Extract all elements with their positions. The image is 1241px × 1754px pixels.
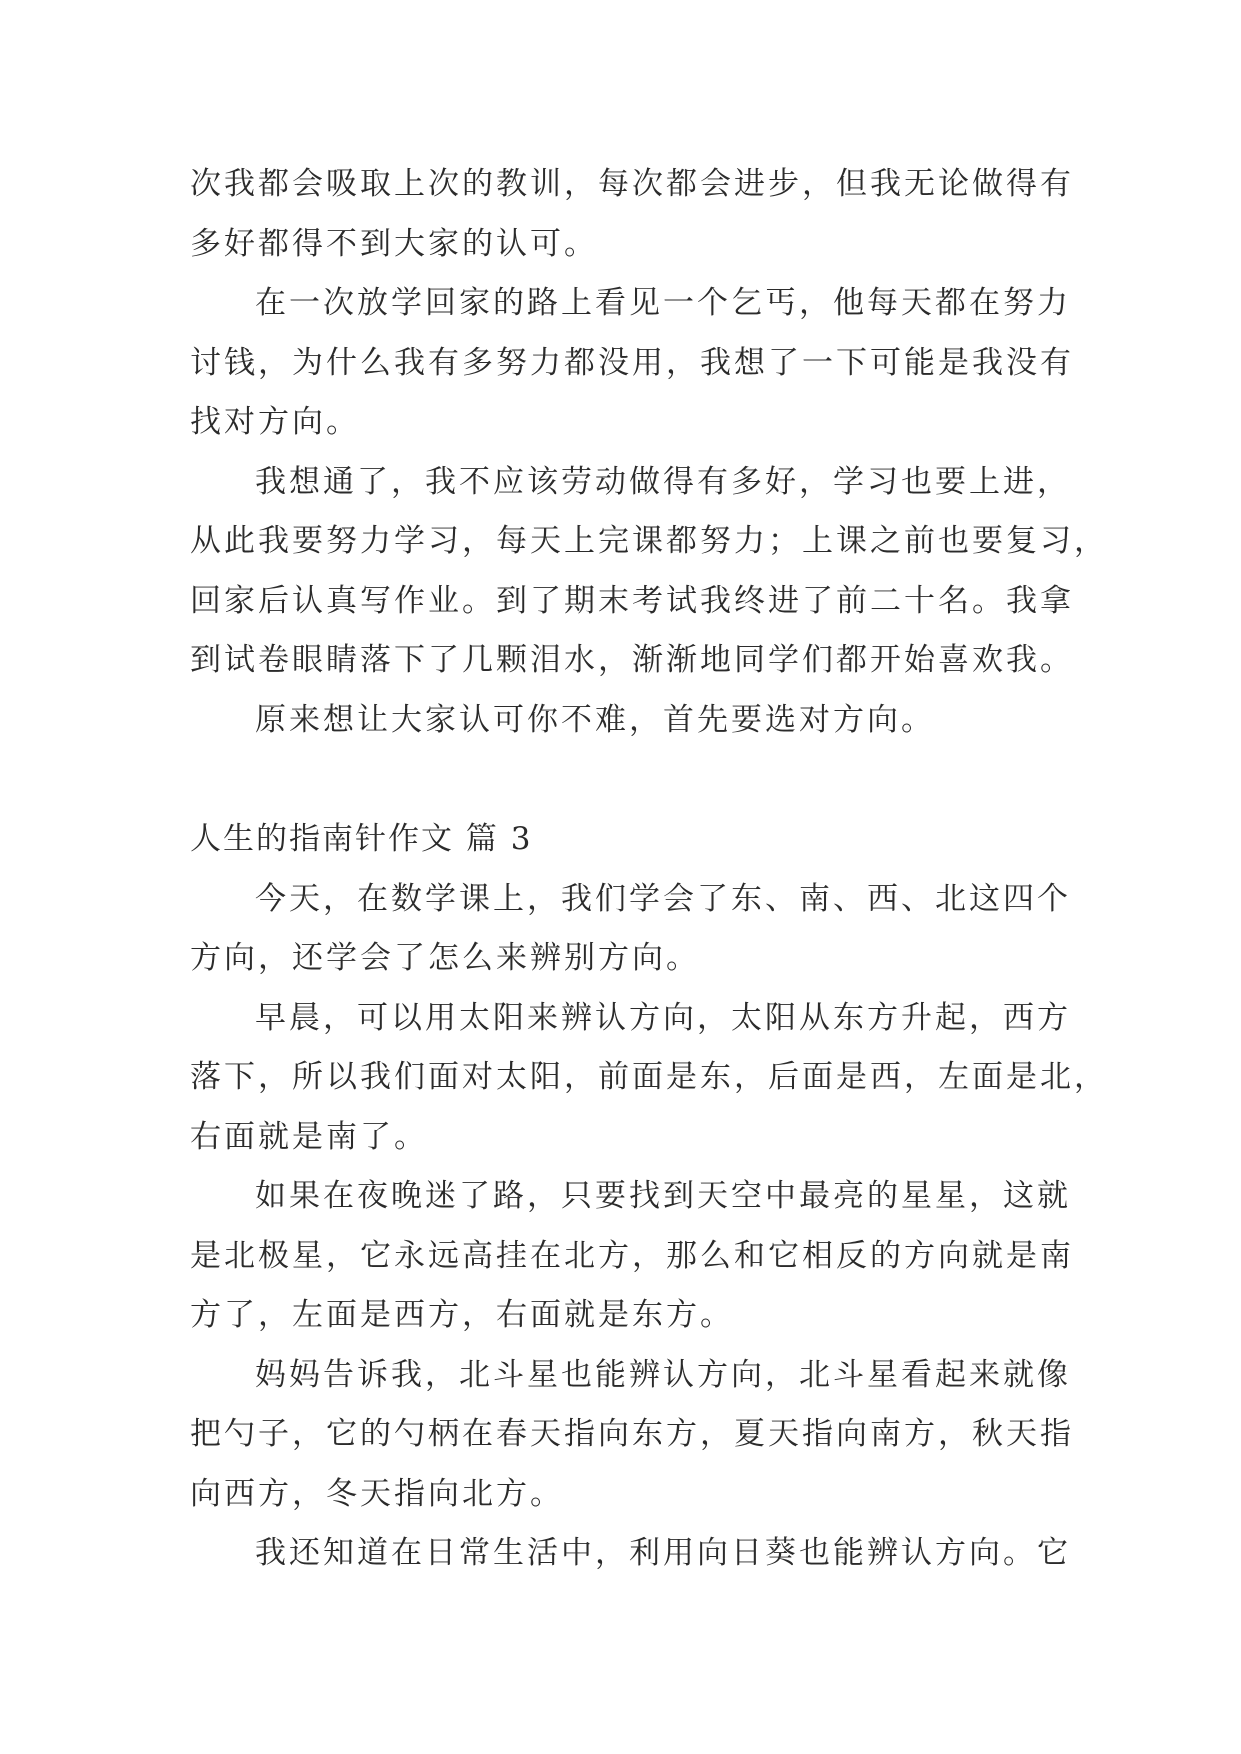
paragraph [190, 155, 1090, 274]
paragraph [190, 274, 1090, 453]
text-line: 落下，所以我们面对太阳，前面是东，后面是西，左面是北， [190, 1059, 1108, 1095]
text-line: 次我都会吸取上次的教训，每次都会进步，但我无论做得有 [190, 166, 1074, 202]
text-line: 我想通了，我不应该劳动做得有多好，学习也要上进， [255, 463, 1071, 500]
paragraph [190, 691, 1090, 751]
text-line: 回家后认真写作业。到了期末考试我终进了前二十名。我拿 [190, 582, 1074, 619]
paragraph [190, 870, 1090, 989]
paragraph [190, 1167, 1090, 1346]
text-line: 方向，还学会了怎么来辨别方向。 [190, 940, 700, 976]
paragraph [190, 1524, 1090, 1584]
paragraph [190, 1346, 1090, 1525]
section-spacer [190, 750, 1090, 810]
text-line: 从此我要努力学习，每天上完课都努力；上课之前也要复习， [190, 523, 1108, 559]
section-heading: 人生的指南针作文 篇 3 [190, 821, 533, 857]
text-line: 如果在夜晚迷了路，只要找到天空中最亮的星星，这就 [255, 1178, 1071, 1214]
text-line: 原来想让大家认可你不难，首先要选对方向。 [255, 701, 935, 738]
text-line: 今天，在数学课上，我们学会了东、南、西、北这四个 [255, 880, 1071, 917]
text-line: 妈妈告诉我，北斗星也能辨认方向，北斗星看起来就像 [255, 1356, 1071, 1393]
text-line: 右面就是南了。 [190, 1118, 428, 1155]
text-line: 到试卷眼睛落下了几颗泪水，渐渐地同学们都开始喜欢我。 [190, 642, 1074, 678]
text-line: 在一次放学回家的路上看见一个乞丐，他每天都在努力 [255, 285, 1071, 321]
text-line: 找对方向。 [190, 404, 360, 440]
text-line: 把勺子，它的勺柄在春天指向东方，夏天指向南方，秋天指 [190, 1416, 1074, 1452]
text-line: 向西方，冬天指向北方。 [190, 1475, 564, 1512]
text-line: 早晨，可以用太阳来辨认方向，太阳从东方升起，西方 [255, 999, 1071, 1036]
text-line: 多好都得不到大家的认可。 [190, 225, 598, 262]
paragraph [190, 989, 1108, 1168]
document-body [190, 155, 1108, 1584]
text-line: 方了，左面是西方，右面就是东方。 [190, 1297, 734, 1333]
text-line: 讨钱，为什么我有多努力都没用，我想了一下可能是我没有 [190, 344, 1074, 381]
text-line: 我还知道在日常生活中，利用向日葵也能辨认方向。它 [255, 1535, 1071, 1571]
text-line: 是北极星，它永远高挂在北方，那么和它相反的方向就是南 [190, 1237, 1074, 1274]
paragraph [190, 453, 1108, 691]
